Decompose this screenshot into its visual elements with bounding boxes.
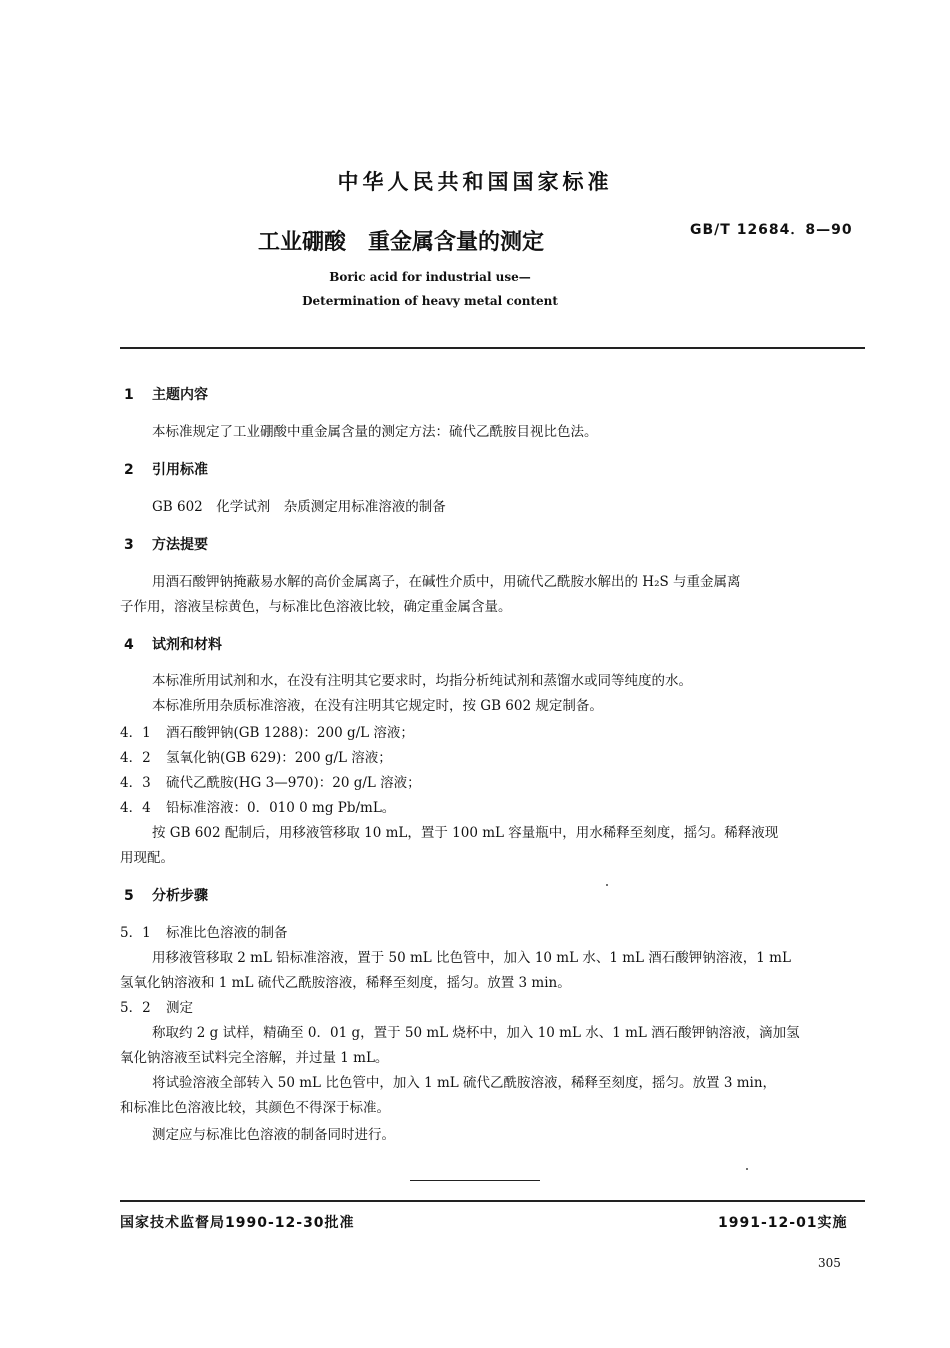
- section-3-paragraph-line1: 用酒石酸钾钠掩蔽易水解的高价金属离子，在碱性介质中，用硫代乙酰胺水解出的 H₂S 与重金属离: [152, 574, 741, 590]
- section-1-title: 主题内容: [152, 387, 208, 403]
- list-item-number: 4．4: [120, 800, 151, 816]
- section-5-number: 5: [124, 888, 134, 904]
- section-3-heading: [124, 534, 208, 554]
- subsection-5-1-line2: 氢氧化钠溶液和 1 mL 硫代乙酰胺溶液，稀释至刻度，摇匀。放置 3 min。: [120, 975, 571, 991]
- standard-title: 中华人民共和国国家标准: [337, 170, 613, 194]
- list-item-text: 氢氧化钠(GB 629)：200 g/L 溶液；: [166, 750, 392, 766]
- section-2-paragraph: GB 602 化学试剂 杂质测定用标准溶液的制备: [152, 499, 446, 515]
- subsection-5-2-number: 5．2: [120, 1000, 151, 1016]
- section-5-title: 分析步骤: [152, 888, 208, 904]
- scan-speck: [606, 884, 608, 886]
- section-4-number: 4: [124, 637, 134, 653]
- section-1-paragraph: 本标准规定了工业硼酸中重金属含量的测定方法：硫代乙酰胺目视比色法。: [152, 424, 598, 440]
- approval-date: 国家技术监督局1990-12-30批准: [120, 1215, 355, 1231]
- section-1-heading: [124, 384, 208, 404]
- list-item-number: 4．2: [120, 750, 151, 766]
- scan-speck: [746, 1168, 748, 1170]
- section-4-paragraph-2: 本标准所用杂质标准溶液，在没有注明其它规定时，按 GB 602 规定制备。: [152, 698, 603, 714]
- subsection-5-1-number: 5．1: [120, 925, 151, 941]
- section-3-number: 3: [124, 537, 134, 553]
- section-4-paragraph-3-line1: 按 GB 602 配制后，用移液管移取 10 mL，置于 100 mL 容量瓶中，用水稀释至刻度，摇匀。稀释液现: [152, 825, 779, 841]
- list-item-text: 铅标准溶液：0．010 0 mg Pb/mL。: [166, 800, 396, 816]
- list-item: [120, 746, 392, 766]
- page-number: 305: [818, 1256, 841, 1270]
- section-3-title: 方法提要: [152, 537, 208, 553]
- implementation-date: 1991-12-01实施: [718, 1215, 848, 1231]
- subsection-5-1-line1: 用移液管移取 2 mL 铅标准溶液，置于 50 mL 比色管中，加入 10 mL 水、1 mL 酒石酸钾钠溶液，1 mL: [152, 950, 791, 966]
- subsection-5-2-title: 测定: [166, 1000, 193, 1016]
- section-2-heading: [124, 459, 208, 479]
- subsection-5-2-line4: 和标准比色溶液比较，其颜色不得深于标准。: [120, 1100, 390, 1116]
- section-4-title: 试剂和材料: [152, 637, 222, 653]
- standard-code: GB/T 12684．8—90: [690, 222, 853, 238]
- list-item-number: 4．3: [120, 775, 151, 791]
- header-divider: [120, 347, 865, 349]
- footer-divider: [120, 1200, 865, 1202]
- list-item-number: 4．1: [120, 725, 151, 741]
- list-item: [120, 721, 414, 741]
- list-item-text: 酒石酸钾钠(GB 1288)：200 g/L 溶液；: [166, 725, 414, 741]
- section-1-number: 1: [124, 387, 134, 403]
- subsection-5-2-heading: [120, 996, 193, 1016]
- section-5-heading: [124, 885, 208, 905]
- list-item: [120, 796, 395, 816]
- section-2-title: 引用标准: [152, 462, 208, 478]
- list-item-text: 硫代乙酰胺(HG 3—970)：20 g/L 溶液；: [166, 775, 421, 791]
- document-title-en-line2: Determination of heavy metal content: [302, 294, 558, 308]
- list-item: [120, 771, 421, 791]
- end-of-text-rule: [410, 1180, 540, 1181]
- section-3-paragraph-line2: 子作用，溶液呈棕黄色，与标准比色溶液比较，确定重金属含量。: [120, 599, 512, 615]
- section-2-number: 2: [124, 462, 134, 478]
- subsection-5-2-line1: 称取约 2 g 试样，精确至 0．01 g，置于 50 mL 烧杯中，加入 10 mL 水、1 mL 酒石酸钾钠溶液，滴加氢: [152, 1025, 800, 1041]
- document-title-cn: 工业硼酸 重金属含量的测定: [258, 230, 545, 255]
- subsection-5-1-title: 标准比色溶液的制备: [166, 925, 288, 941]
- section-4-paragraph-1: 本标准所用试剂和水，在没有注明其它要求时，均指分析纯试剂和蒸馏水或同等纯度的水。: [152, 673, 692, 689]
- subsection-5-1-heading: [120, 921, 288, 941]
- subsection-5-2-line2: 氧化钠溶液至试料完全溶解，并过量 1 mL。: [120, 1050, 389, 1066]
- section-4-heading: [124, 634, 222, 654]
- section-4-paragraph-3-line2: 用现配。: [120, 850, 174, 866]
- document-title-en-line1: Boric acid for industrial use—: [329, 270, 531, 284]
- subsection-5-2-line5: 测定应与标准比色溶液的制备同时进行。: [152, 1127, 395, 1143]
- subsection-5-2-line3: 将试验溶液全部转入 50 mL 比色管中，加入 1 mL 硫代乙酰胺溶液，稀释至刻度，摇匀。放置 3 min，: [152, 1075, 777, 1091]
